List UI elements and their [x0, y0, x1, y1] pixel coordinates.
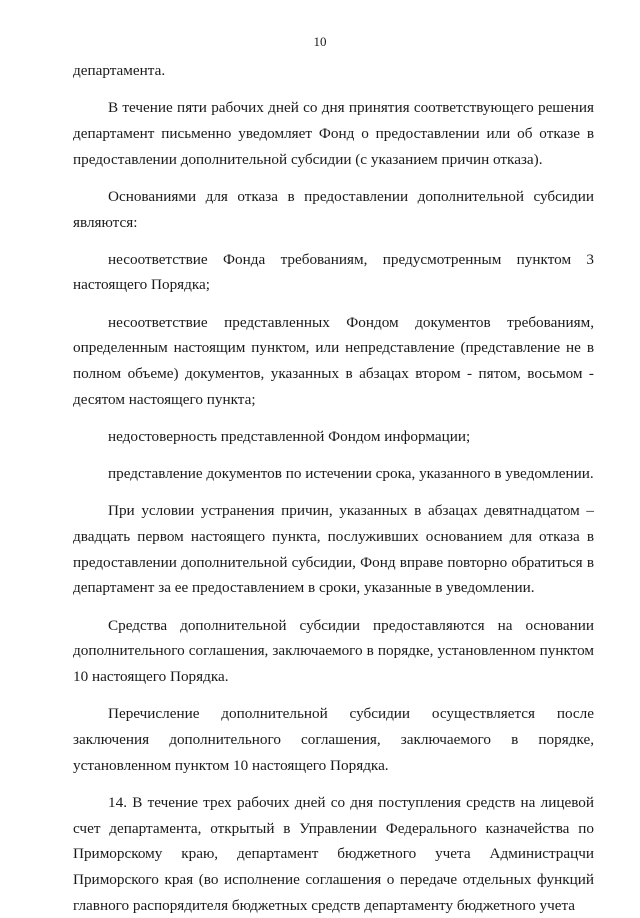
paragraph-5: несоответствие представленных Фондом документов требованиям, определенным настоящим пунктом, или непредставление (представление не в полном объеме) документов, указанных в абзацах втором - пятом, восьмом - десятом настоящего пункта; — [73, 313, 594, 408]
paragraph-4: несоответствие Фонда требованиям, предусмотренным пунктом 3 настоящего Порядка; — [73, 250, 594, 294]
page-number: 10 — [313, 34, 327, 49]
paragraph-7: представление документов по истечении срока, указанного в уведомлении. — [108, 465, 594, 483]
paragraph-11: 14. В течение трех рабочих дней со дня поступления средств на лицевой счет департамента, открытый в Управлении Федерального казначейства по Приморскому краю, департамент бюджетного учета Администрацчи Приморского края (во исполнение соглашения о передаче отдельных функций главного распорядителя бюджетных средств департаменту бюджетного учета — [73, 793, 594, 914]
paragraph-3: Основаниями для отказа в предоставлении дополнительной субсидии являются: — [73, 187, 594, 231]
document-body — [73, 58, 594, 918]
paragraph-1: департамента. — [73, 62, 166, 79]
paragraph-8: При условии устранения причин, указанных в абзацах девятнадцатом – двадцать первом настоящего пункта, послуживших основанием для отказа в предоставлении дополнительной субсидии, Фонд вправе повторно обратиться в департамент за ее предоставлением в сроки, указанные в уведомлении. — [73, 502, 594, 597]
paragraph-2: В течение пяти рабочих дней со дня принятия соответствующего решения департамент письменно уведомляет Фонд о предоставлении или об отказе в предоставлении дополнительной субсидии (с указанием причин отказа). — [73, 99, 594, 168]
paragraph-9: Средства дополнительной субсидии предоставляются на основании дополнительного соглашения, заключаемого в порядке, установленном пунктом 10 настоящего Порядка. — [73, 616, 594, 686]
paragraph-10: Перечисление дополнительной субсидии осуществляется после заключения дополнительного соглашения, заключаемого в порядке, установленном пунктом 10 настоящего Порядка. — [73, 705, 594, 774]
paragraph-6: недостоверность представленной Фондом информации; — [108, 427, 471, 445]
